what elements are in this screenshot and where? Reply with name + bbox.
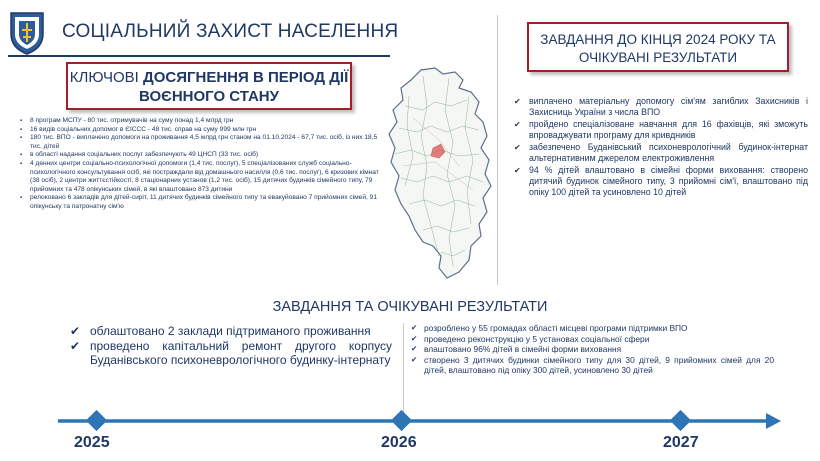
list-item: ✔ влаштовано 96% дітей в сімейні форми виховання [410, 344, 774, 355]
list-item: ✔ створено 3 дитячих будинки сімейного типу для 30 дітей, 9 прийомних сімей для 20 дітей, влаштовано під опіку 300 дітей, усиновлено 30 дітей [410, 355, 774, 376]
timeline-year-2025: 2025 [74, 434, 110, 451]
timeline-year-2027: 2027 [663, 434, 699, 451]
list-item: ▪ 4 денних центри соціально-психологічної допомоги (1,4 тис. послуг), 5 спеціалізованих служб соціально-психологічного консультування осіб, які постраждали від домашнього насилля (0,6 тис. послуг), 6 кризових кімнат (38 осіб), 2 центри життєстійкості, 8 стаціонарних установ (1,2 тис. осіб), 15 дитячих будинків сімейного типу, 79 прийомних та 478 опікунських сімей, в які влаштовано 873 дитини [18, 160, 380, 194]
vertical-divider [497, 15, 498, 285]
list-item: ✔ проведено капітальний ремонт другого корпусу Буданівського психоневрологічного будинку-інтернату [70, 339, 392, 368]
timeline-marker-2025 [86, 410, 107, 431]
coat-of-arms-icon [8, 10, 46, 56]
tasks-2024-heading-line1: ЗАВДАННЯ ДО КІНЦЯ 2024 РОКУ ТА [540, 32, 776, 47]
timeline-year-2026: 2026 [381, 434, 417, 451]
bottom-divider [403, 323, 404, 415]
bottom-section-title: ЗАВДАННЯ ТА ОЧІКУВАНІ РЕЗУЛЬТАТИ [272, 299, 548, 315]
list-item: ✔ проведено реконструкцію у 5 установах соціальної сфери [410, 334, 774, 345]
achievements-heading-line1 [68, 68, 350, 87]
list-item: ✔ 94 % дітей влаштовано в сімейні форми виховання: створено дитячий будинок сімейного типу, 3 прийомні сім'ї, влаштовано під опіку 100 дітей та усиновлено 10 дітей [512, 165, 808, 198]
timeline-marker-2026 [391, 410, 412, 431]
page-title: СОЦІАЛЬНИЙ ЗАХИСТ НАСЕЛЕННЯ [62, 21, 399, 42]
list-item: ✔ забезпечено Буданівський психоневрологічний будинок-інтернат альтернативним джерелом електроживлення [512, 142, 808, 164]
achievements-heading-bold: ДОСЯГНЕННЯ В ПЕРІОД ДІЇ [143, 69, 349, 86]
timeline [0, 405, 820, 461]
timeline-arrow-icon [766, 413, 781, 429]
list-item: ✔ пройдено спеціалізоване навчання для 16 фахівців, які зможуть впроваджувати програму для кривдників [512, 119, 808, 141]
list-item: ▪ в області надання соціальних послуг забезпечують 49 ЦНСП (33 тис. осіб) [18, 151, 380, 160]
list-item: ▪ релоковано 6 закладів для дітей-сиріт, 11 дитячих будинків сімейного типу та евакуйовано 7 прийомних сімей, 91 опікунську та патронатну сім'ю [18, 194, 380, 211]
achievements-list [18, 117, 380, 212]
achievements-heading-box [66, 62, 352, 110]
list-item: ✔ розроблено у 55 громадах області місцеві програми підтримки ВПО [410, 323, 774, 334]
list-item: ▪ 180 тис. ВПО - виплачено допомоги на проживання 4,5 млрд грн станом на 01.10.2024 - 67,7 тис. осіб, із них 18,5 тис. дітей [18, 134, 380, 151]
timeline-marker-2027 [670, 410, 691, 431]
list-item: ✔ облаштовано 2 заклади підтриманого проживання [70, 324, 392, 339]
tasks-2024-heading-box [527, 22, 789, 72]
region-map [383, 66, 495, 281]
list-item: ▪ 16 видів соціальних допомог в ЄІССС - 48 тис. справ на суму 999 млн грн [18, 126, 380, 135]
tasks-2024-heading-line2: ОЧІКУВАНІ РЕЗУЛЬТАТИ [578, 50, 738, 65]
achievements-heading-prefix: КЛЮЧОВІ [69, 69, 144, 86]
bottom-left-list [70, 324, 392, 368]
bottom-right-list [410, 323, 774, 376]
achievements-heading-line2: ВОЄННОГО СТАНУ [139, 88, 279, 105]
list-item: ✔ виплачено матеріальну допомогу сім'ям загиблих Захисників і Захисниць України з числа ВПО [512, 96, 808, 118]
tasks-2024-list [512, 96, 808, 199]
list-item: ▪ 8 програм МСПУ - 80 тис. отримувачів на суму понад 1,4 млрд грн [18, 117, 380, 126]
title-underline [8, 55, 390, 57]
